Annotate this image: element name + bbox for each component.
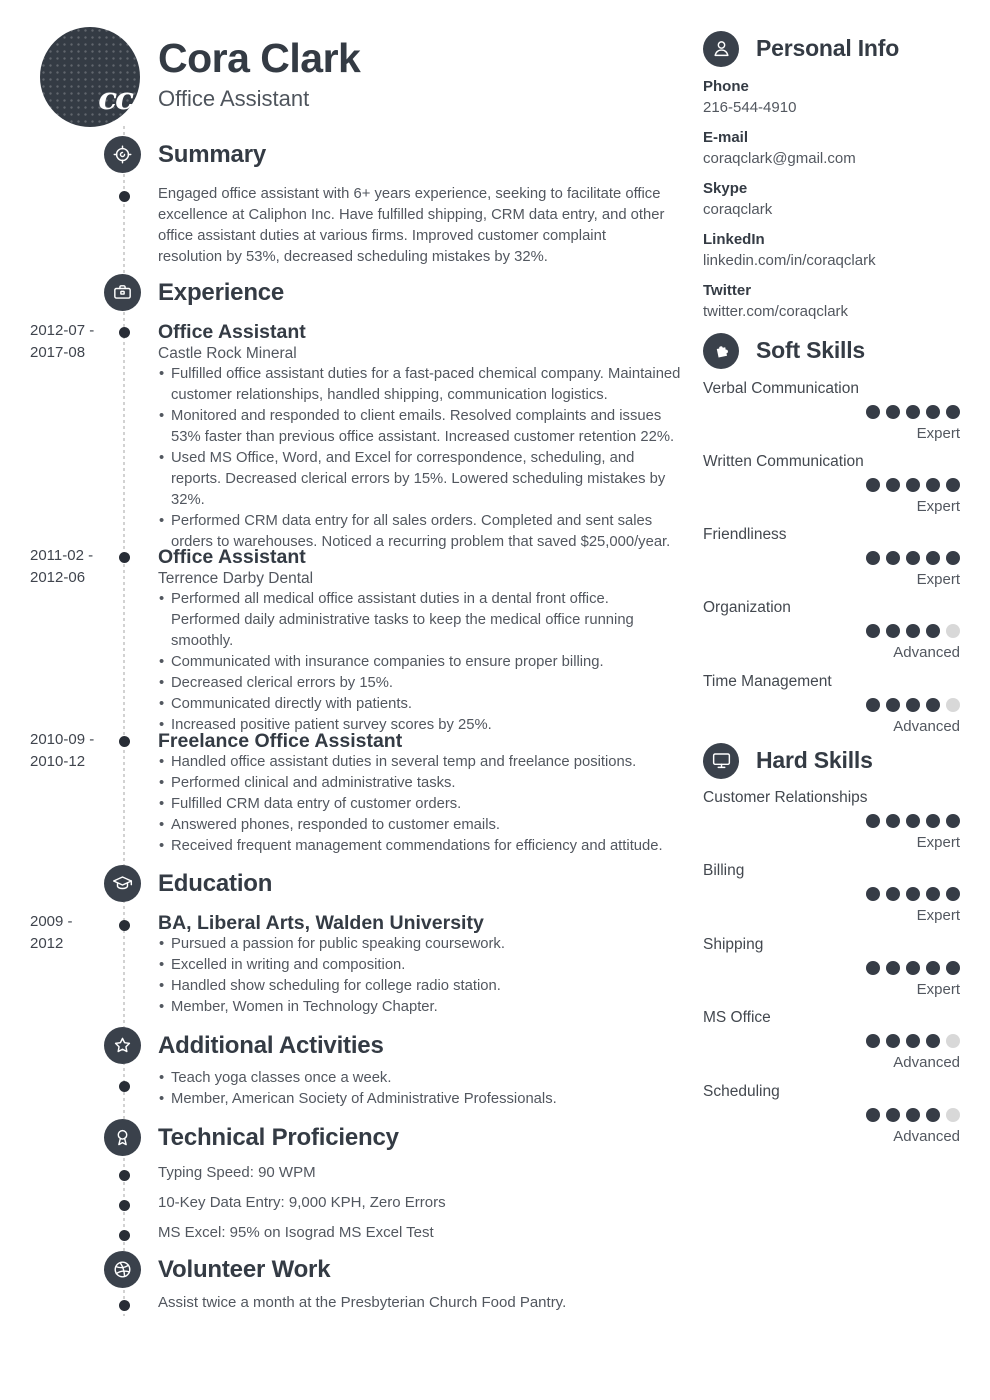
skill-friendliness: Friendliness Expert: [703, 526, 960, 588]
job-bullet: • Received frequent management commendations for efficiency and attitude.: [158, 836, 682, 857]
volunteer-item: Assist twice a month at the Presbyterian Church Food Pantry.: [158, 1294, 567, 1311]
section-header-technical-proficiency: [104, 1119, 399, 1156]
education-bullet: • Excelled in writing and composition.: [158, 955, 682, 976]
technical-item: Typing Speed: 90 WPM: [158, 1164, 316, 1181]
job-entry: [158, 546, 682, 736]
job-bullet: • Answered phones, responded to customer emails.: [158, 815, 682, 836]
activity-bullet: • Teach yoga classes once a week.: [158, 1068, 682, 1089]
star-icon: [104, 1027, 141, 1064]
field-linkedin: LinkedIn linkedin.com/in/coraqclark: [703, 231, 876, 269]
section-title: Soft Skills: [756, 337, 865, 363]
timeline-dot: [119, 552, 130, 563]
section-header-soft-skills: [703, 332, 865, 369]
activity-bullet: • Member, American Society of Administrative Professionals.: [158, 1089, 682, 1110]
job-entry: [158, 321, 682, 553]
job-entry-title: Office Assistant: [158, 546, 306, 568]
timeline-dot: [119, 920, 130, 931]
section-header-hard-skills: [703, 742, 873, 779]
skill-billing: Billing Expert: [703, 862, 960, 924]
skill-rating: [703, 814, 960, 828]
job-bullet: • Handled office assistant duties in several temp and freelance positions.: [158, 752, 682, 773]
page-title: Cora Clark: [158, 35, 361, 81]
job-dates: 2010-09 - 2010-12: [30, 731, 95, 770]
personal-info-fields: [703, 76, 963, 331]
job-bullet: • Fulfilled office assistant duties for a fast-paced chemical company. Maintained customer relationships, handled shipping, communication logistics.: [158, 364, 682, 406]
section-header-education: [104, 865, 272, 902]
section-header-personal-info: [703, 30, 899, 67]
skill-customer-relationships: Customer Relationships Expert: [703, 789, 960, 851]
job-entry: [158, 730, 682, 857]
job-title: Office Assistant: [158, 86, 310, 111]
timeline-dot: [119, 1300, 130, 1311]
skill-rating: [703, 887, 960, 901]
job-bullet: • Increased positive patient survey scores by 25%.: [158, 715, 682, 736]
additional-activities-list: [158, 1068, 682, 1110]
section-header-experience: [104, 274, 284, 311]
job-bullet: • Communicated with insurance companies to ensure proper billing.: [158, 652, 682, 673]
skill-rating: [703, 961, 960, 975]
job-bullet: • Fulfilled CRM data entry of customer orders.: [158, 794, 682, 815]
section-title: Experience: [158, 278, 285, 306]
skill-rating: [703, 405, 960, 419]
technical-item: MS Excel: 95% on Isograd MS Excel Test: [158, 1224, 434, 1241]
job-bullet: • Used MS Office, Word, and Excel for correspondence, scheduling, and reports. Decreased clerical errors by 15%. Lowered scheduling mistakes by 32%.: [158, 448, 682, 511]
education-degree: BA, Liberal Arts, Walden University: [158, 912, 484, 934]
job-entry-title: Office Assistant: [158, 321, 306, 343]
education-entry: [158, 912, 682, 1018]
skill-organization: Organization Advanced: [703, 599, 960, 661]
skill-rating: [703, 1034, 960, 1048]
technical-item: 10-Key Data Entry: 9,000 KPH, Zero Errors: [158, 1194, 446, 1211]
section-title: Volunteer Work: [158, 1255, 331, 1283]
field-skype: Skype coraqclark: [703, 180, 773, 218]
briefcase-icon: [104, 274, 141, 311]
avatar: [40, 27, 140, 127]
summary-text: Engaged office assistant with 6+ years experience, seeking to facilitate office excellence at Caliphon Inc. Have fulfilled shipping, CRM data entry, and other office assistant duties at various firms. Improved customer complaint resolution by 53%, decreased scheduling mistakes by 32%.: [158, 186, 665, 265]
skill-shipping: Shipping Expert: [703, 936, 960, 998]
timeline-dot: [119, 736, 130, 747]
skill-rating: [703, 698, 960, 712]
education-bullet: • Pursued a passion for public speaking coursework.: [158, 934, 682, 955]
field-twitter: Twitter twitter.com/coraqclark: [703, 282, 849, 320]
education-bullet: • Handled show scheduling for college radio station.: [158, 976, 682, 997]
person-icon: [703, 31, 739, 67]
job-bullet-list: [158, 752, 682, 857]
skill-ms-office: MS Office Advanced: [703, 1009, 960, 1071]
timeline-dot: [119, 1230, 130, 1241]
skill-time-management: Time Management Advanced: [703, 673, 960, 735]
education-dates: 2009 - 2012: [30, 913, 73, 952]
job-bullet: • Monitored and responded to client emails. Resolved complaints and issues 53% faster than previous office assistant. Increased customer retention 22%.: [158, 406, 682, 448]
medal-icon: [104, 1119, 141, 1156]
target-icon: [104, 136, 141, 173]
job-bullet: • Decreased clerical errors by 15%.: [158, 673, 682, 694]
timeline-dot: [119, 1081, 130, 1092]
section-title: Additional Activities: [158, 1031, 384, 1059]
job-bullet: • Performed CRM data entry for all sales orders. Completed and sent sales orders to warehouses. Noticed a recurring problem that saved $25,000/year.: [158, 511, 682, 553]
skill-written-communication: Written Communication Expert: [703, 453, 960, 515]
section-header-additional-activities: [104, 1027, 384, 1064]
job-bullet-list: [158, 589, 682, 736]
education-bullet-list: [158, 934, 682, 1018]
timeline-dot: [119, 327, 130, 338]
section-title: Summary: [158, 140, 266, 168]
avatar-initials: cc: [98, 81, 132, 117]
job-dates: 2011-02 - 2012-06: [30, 547, 94, 586]
skill-rating: [703, 1108, 960, 1122]
section-header-summary: [104, 136, 266, 173]
skill-rating: [703, 478, 960, 492]
job-company: Castle Rock Mineral: [158, 345, 297, 362]
section-title: Personal Info: [756, 35, 900, 61]
timeline-dot: [119, 191, 130, 202]
job-bullet: • Performed clinical and administrative tasks.: [158, 773, 682, 794]
section-title: Technical Proficiency: [158, 1123, 399, 1151]
job-bullet-list: [158, 364, 682, 553]
skill-verbal-communication: Verbal Communication Expert: [703, 380, 960, 442]
job-entry-title: Freelance Office Assistant: [158, 730, 403, 752]
field-phone: Phone 216-544-4910: [703, 78, 797, 116]
monitor-icon: [703, 743, 739, 779]
ball-icon: [104, 1251, 141, 1288]
job-bullet: • Performed all medical office assistant duties in a dental front office. Performed daily administrative tasks to keep the medical office running smoothly.: [158, 589, 682, 652]
skill-rating: [703, 624, 960, 638]
timeline-dot: [119, 1200, 130, 1211]
job-bullet: • Communicated directly with patients.: [158, 694, 682, 715]
skill-scheduling: Scheduling Advanced: [703, 1083, 960, 1145]
skill-rating: [703, 551, 960, 565]
graduation-cap-icon: [104, 865, 141, 902]
job-dates: 2012-07 - 2017-08: [30, 322, 95, 361]
section-title: Education: [158, 869, 273, 897]
section-header-volunteer-work: [104, 1251, 330, 1288]
job-company: Terrence Darby Dental: [158, 570, 314, 587]
timeline-dot: [119, 1170, 130, 1181]
field-email: E-mail coraqclark@gmail.com: [703, 129, 856, 167]
education-bullet: • Member, Women in Technology Chapter.: [158, 997, 682, 1018]
section-title: Hard Skills: [756, 747, 873, 773]
puzzle-piece-icon: [703, 333, 739, 369]
